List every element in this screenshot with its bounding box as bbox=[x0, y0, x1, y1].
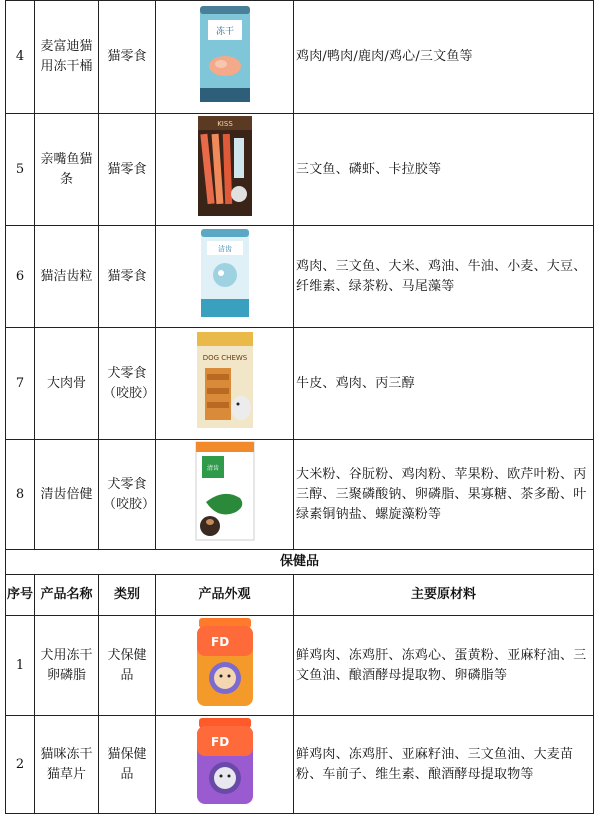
product-image-cell bbox=[156, 440, 294, 550]
table-row bbox=[6, 716, 594, 814]
product-category: 猫零食 bbox=[99, 226, 156, 328]
svg-text:DOG CHEWS: DOG CHEWS bbox=[202, 354, 247, 362]
freeze-dried-can-image bbox=[196, 4, 254, 104]
section-title: 保健品 bbox=[6, 550, 594, 575]
product-materials: 牛皮、鸡肉、丙三醇 bbox=[294, 328, 594, 440]
product-materials: 三文鱼、磷虾、卡拉胶等 bbox=[294, 114, 594, 226]
product-materials: 鸡肉、三文鱼、大米、鸡油、牛油、小麦、大豆、纤维素、绿茶粉、马尾藻等 bbox=[294, 226, 594, 328]
product-image-cell bbox=[156, 114, 294, 226]
product-image-cell bbox=[156, 1, 294, 114]
row-number: 5 bbox=[6, 114, 35, 226]
svg-text:清齿: 清齿 bbox=[206, 465, 219, 472]
table-row bbox=[6, 440, 594, 550]
product-name: 清齿倍健 bbox=[35, 440, 99, 550]
cat-stick-pack-image bbox=[196, 114, 254, 218]
product-name: 大肉骨 bbox=[35, 328, 99, 440]
product-name: 猫咪冻干猫草片 bbox=[35, 716, 99, 814]
fd-jar-cat-image bbox=[193, 716, 257, 806]
dental-can-image bbox=[197, 227, 253, 319]
row-number: 4 bbox=[6, 1, 35, 114]
table-row bbox=[6, 328, 594, 440]
header-no: 序号 bbox=[6, 575, 35, 616]
table-row bbox=[6, 616, 594, 716]
product-category: 猫保健品 bbox=[99, 716, 156, 814]
row-number: 6 bbox=[6, 226, 35, 328]
header-category: 类别 bbox=[99, 575, 156, 616]
product-name: 麦富迪猫用冻干桶 bbox=[35, 1, 99, 114]
product-name: 犬用冻干卵磷脂 bbox=[35, 616, 99, 716]
table-row bbox=[6, 226, 594, 328]
header-materials: 主要原材料 bbox=[294, 575, 594, 616]
product-image-cell bbox=[156, 226, 294, 328]
product-materials: 鲜鸡肉、冻鸡肝、亚麻籽油、三文鱼油、大麦苗粉、车前子、维生素、酿酒酵母提取物等 bbox=[294, 716, 594, 814]
product-name: 亲嘴鱼猫条 bbox=[35, 114, 99, 226]
product-category: 犬零食（咬胶） bbox=[99, 328, 156, 440]
product-category: 犬零食（咬胶） bbox=[99, 440, 156, 550]
table-row bbox=[6, 1, 594, 114]
row-number: 7 bbox=[6, 328, 35, 440]
product-materials: 鸡肉/鸭肉/鹿肉/鸡心/三文鱼等 bbox=[294, 1, 594, 114]
dog-chews-bag-image bbox=[193, 330, 257, 430]
product-image-cell bbox=[156, 616, 294, 716]
product-image-cell bbox=[156, 328, 294, 440]
fd-jar-dog-image bbox=[193, 616, 257, 708]
svg-text:洁齿: 洁齿 bbox=[217, 245, 232, 253]
svg-text:冻干: 冻干 bbox=[215, 26, 234, 37]
table-row bbox=[6, 114, 594, 226]
svg-text:FD: FD bbox=[210, 735, 229, 749]
section-row bbox=[6, 550, 594, 575]
product-category: 猫零食 bbox=[99, 1, 156, 114]
product-category: 犬保健品 bbox=[99, 616, 156, 716]
product-materials: 鲜鸡肉、冻鸡肝、冻鸡心、蛋黄粉、亚麻籽油、三文鱼油、酿酒酵母提取物、卵磷脂等 bbox=[294, 616, 594, 716]
svg-text:FD: FD bbox=[210, 635, 229, 649]
dental-chew-bag-image bbox=[192, 440, 258, 542]
product-name: 猫洁齿粒 bbox=[35, 226, 99, 328]
header-image: 产品外观 bbox=[156, 575, 294, 616]
row-number: 1 bbox=[6, 616, 35, 716]
svg-text:KISS: KISS bbox=[216, 120, 233, 128]
row-number: 2 bbox=[6, 716, 35, 814]
table-header bbox=[6, 575, 594, 616]
product-materials: 大米粉、谷朊粉、鸡肉粉、苹果粉、欧芹叶粉、丙三醇、三聚磷酸钠、卵磷脂、果寡糖、茶多酚、叶绿素铜钠盐、螺旋藻粉等 bbox=[294, 440, 594, 550]
product-image-cell bbox=[156, 716, 294, 814]
header-name: 产品名称 bbox=[35, 575, 99, 616]
row-number: 8 bbox=[6, 440, 35, 550]
product-category: 猫零食 bbox=[99, 114, 156, 226]
product-table bbox=[5, 0, 594, 814]
